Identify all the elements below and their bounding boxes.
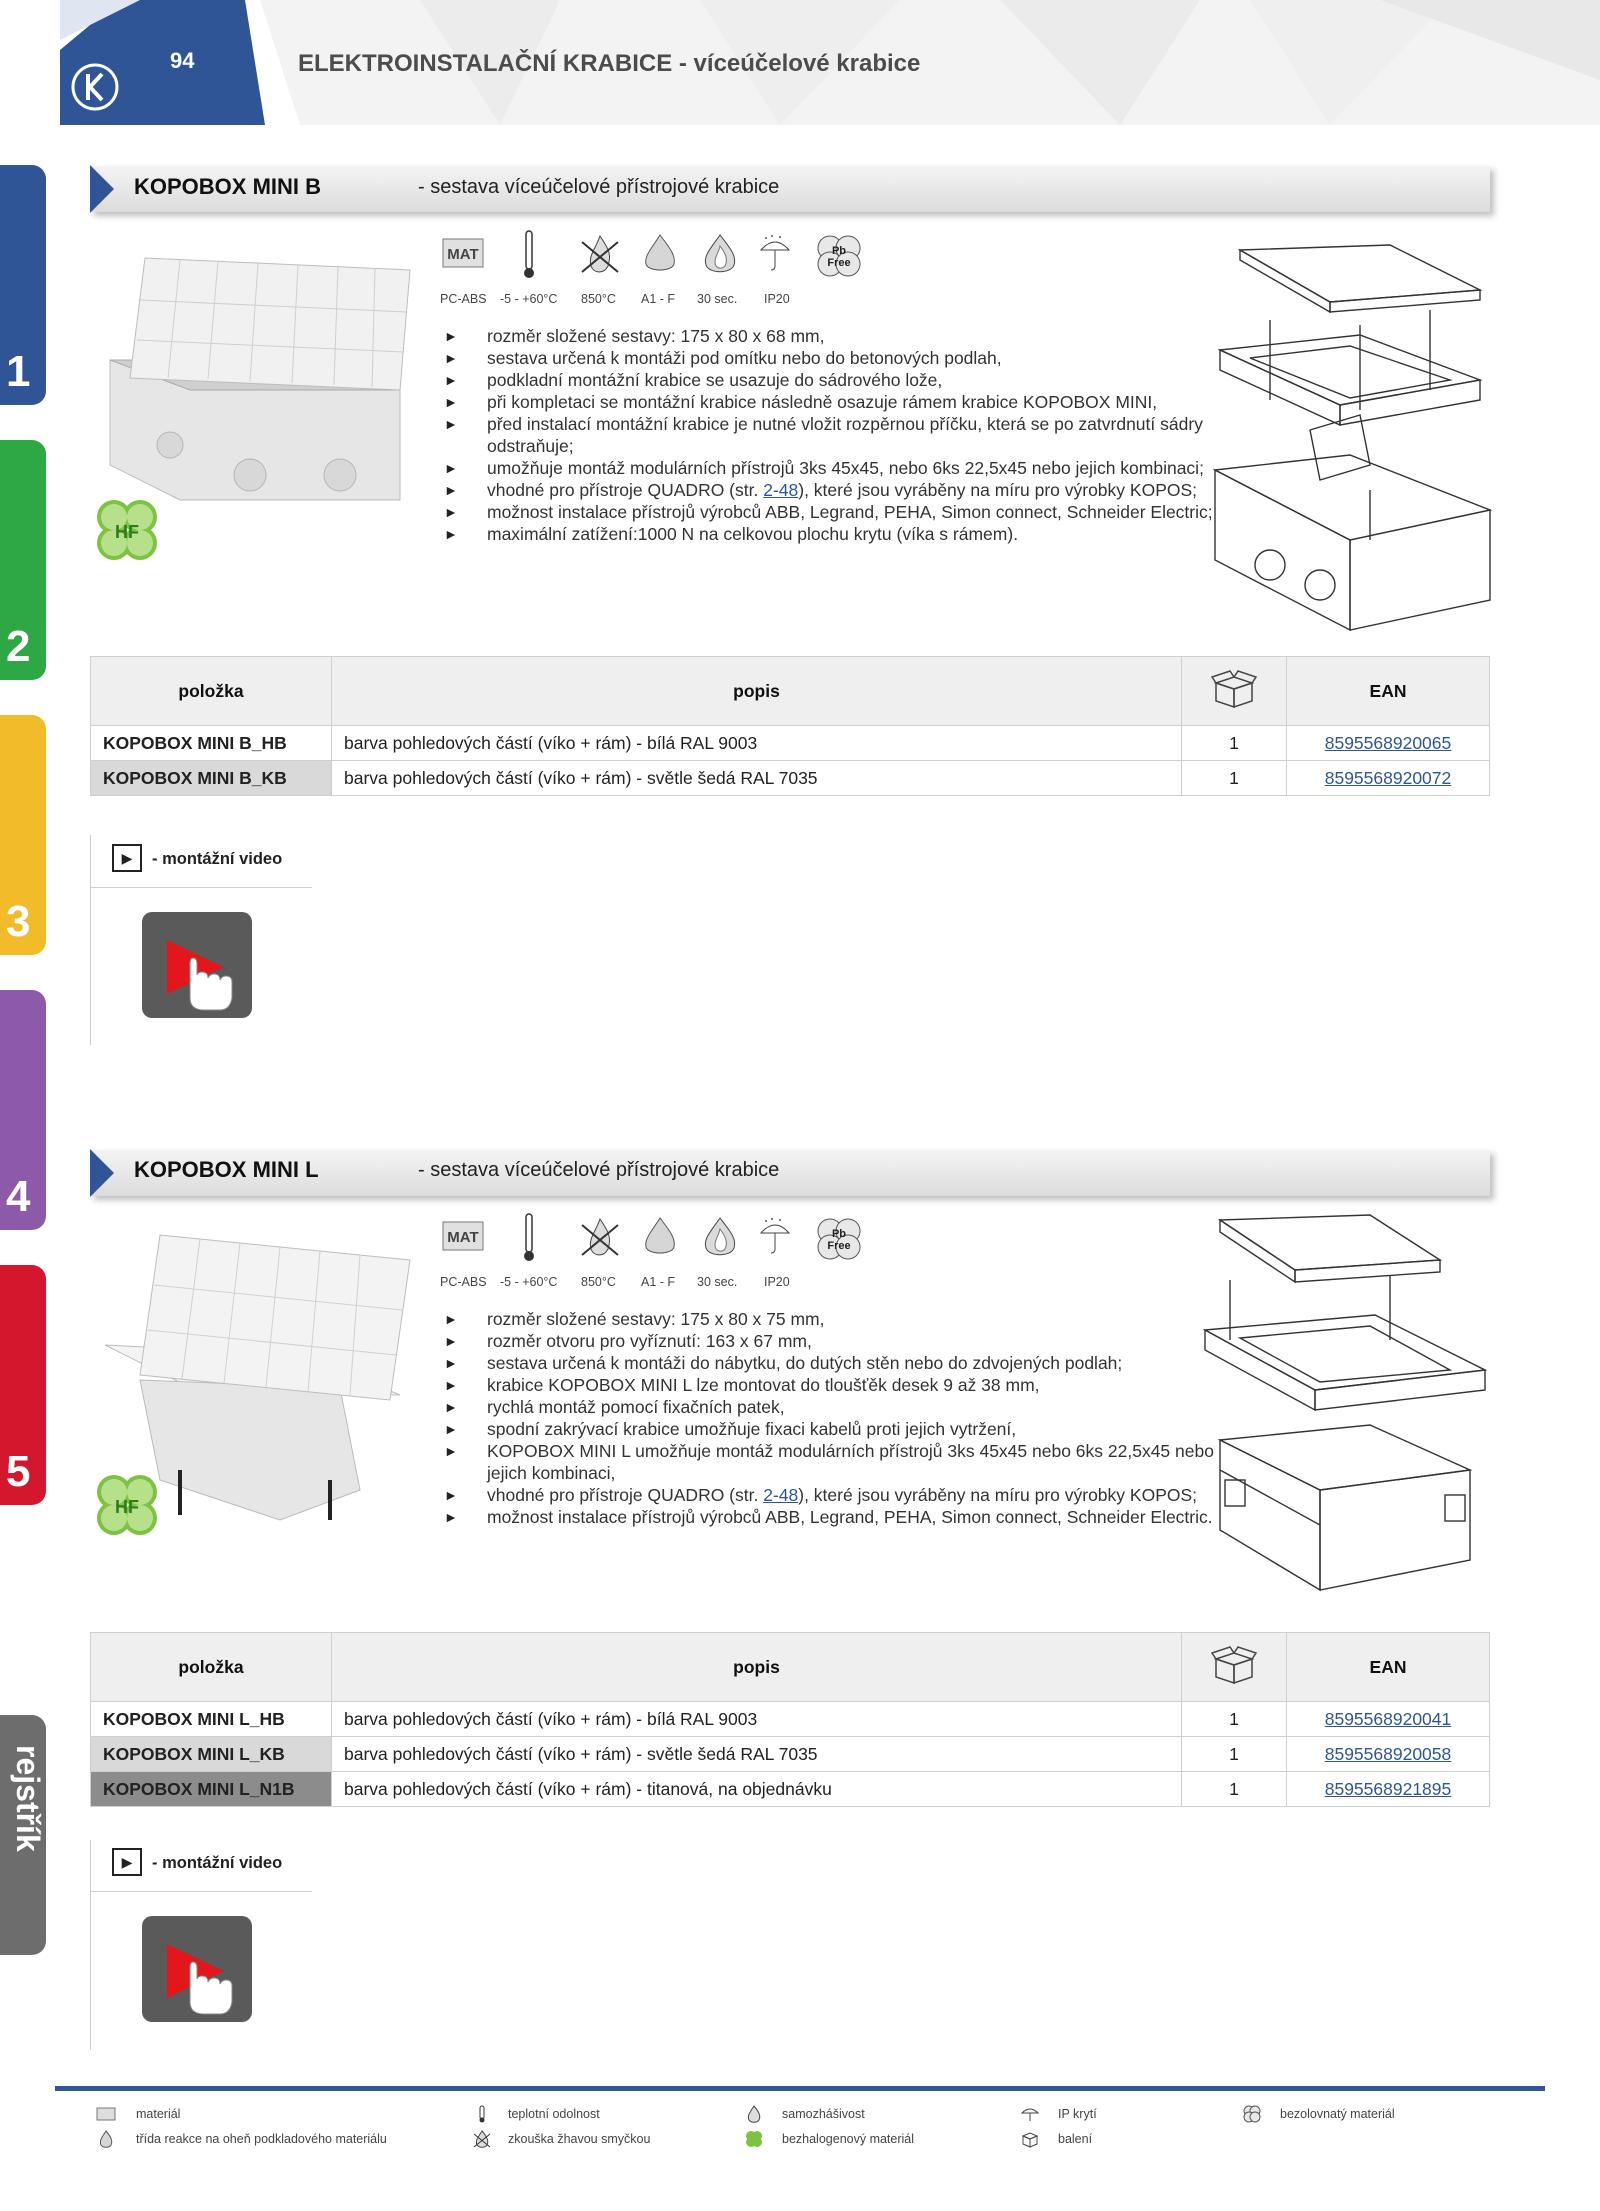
kopos-logo	[70, 62, 120, 112]
play-video-icon[interactable]: ▶	[112, 1848, 142, 1876]
feature-item: ► možnost instalace přístrojů výrobců ABB, Legrand, PEHA, Simon connect, Schneider Electric.	[444, 1506, 1234, 1528]
feature-item: ► maximální zatížení:1000 N na celkovou plochu krytu (víka s rámem).	[444, 523, 1234, 545]
col-header-description: popis	[332, 657, 1182, 726]
package-qty: 1	[1182, 726, 1287, 761]
icon-label-self-extinguish: 30 sec.	[697, 292, 738, 306]
hf-badge-text: HF	[115, 1497, 139, 1517]
side-tab-label: rejstřík	[10, 1745, 46, 1852]
side-tab-5[interactable]	[0, 1265, 46, 1505]
col-header-package	[1182, 657, 1287, 726]
play-video-icon[interactable]: ▶	[112, 844, 142, 872]
icon-label-glow-wire: 850°C	[581, 1275, 616, 1289]
quadro-prefix: vhodné pro přístroje QUADRO (str.	[487, 480, 764, 500]
package-qty: 1	[1182, 1737, 1287, 1772]
icon-label-material: PC-ABS	[440, 1275, 487, 1289]
legend-label: třída reakce na oheň podkladového materiálu	[136, 2132, 387, 2146]
product-code: KOPOBOX MINI L_HB	[91, 1702, 332, 1737]
col-header-description: popis	[332, 1633, 1182, 1702]
ip-umbrella-icon	[1020, 2105, 1040, 2123]
glow-wire-icon	[578, 1215, 622, 1259]
section-title: KOPOBOX MINI L	[134, 1157, 319, 1182]
video-divider	[90, 1891, 312, 1892]
product-photo-mini-b	[100, 250, 430, 520]
mat-icon	[96, 2105, 116, 2123]
section-arrow-icon	[90, 165, 114, 213]
ean-link[interactable]: 8595568920058	[1287, 1737, 1490, 1772]
ean-link[interactable]: 8595568921895	[1287, 1772, 1490, 1807]
icon-label-temperature: -5 - +60°C	[500, 292, 558, 306]
section-subtitle: - sestava víceúčelové přístrojové krabice	[418, 176, 780, 198]
table-header-row	[91, 657, 1490, 726]
pb-badge-text: Pb	[831, 1228, 847, 1240]
product-table-mini-b	[90, 656, 1490, 796]
side-tab-label: 3	[6, 897, 31, 946]
hf-icon	[90, 497, 164, 565]
feature-item: ► sestava určená k montáži do nábytku, do dutých stěn nebo do zdvojených podlah;	[444, 1352, 1234, 1374]
section-arrow-icon	[90, 1149, 114, 1197]
thermometer-icon	[522, 230, 536, 280]
video-divider	[90, 887, 312, 888]
feature-item-quadro	[444, 479, 1234, 501]
feature-list	[444, 325, 1234, 545]
property-icon-labels	[440, 1275, 870, 1295]
table-row	[91, 1772, 1490, 1807]
feature-item: ► možnost instalace přístrojů výrobců ABB, Legrand, PEHA, Simon connect, Schneider Electric;	[444, 501, 1234, 523]
side-tab-2[interactable]	[0, 440, 46, 680]
play-hand-icon	[142, 912, 252, 1018]
mat-badge-text: MAT	[447, 1229, 479, 1246]
ip-umbrella-icon	[758, 234, 792, 274]
drop-icon	[96, 2130, 116, 2148]
feature-list	[444, 1308, 1234, 1528]
section-subtitle: - sestava víceúčelové přístrojové krabice	[418, 1159, 780, 1181]
thermometer-icon	[522, 1213, 536, 1263]
table-header-row	[91, 1633, 1490, 1702]
table-row	[91, 1737, 1490, 1772]
video-divider	[90, 1840, 91, 2050]
icon-label-fire-class: A1 - F	[641, 1275, 676, 1289]
hf-icon	[90, 1472, 164, 1540]
package-icon	[1210, 669, 1258, 709]
col-header-package	[1182, 1633, 1287, 1702]
side-tab-label: 1	[6, 347, 31, 396]
legend-label: materiál	[136, 2107, 181, 2121]
video-thumbnail[interactable]	[142, 1916, 252, 2022]
video-label: - montážní video	[152, 850, 283, 868]
page-title-sub: - víceúčelové krabice	[672, 50, 921, 77]
ean-link[interactable]: 8595568920065	[1287, 726, 1490, 761]
ean-link[interactable]: 8595568920072	[1287, 761, 1490, 796]
feature-item: ► rozměr složené sestavy: 175 x 80 x 75 mm,	[444, 1308, 1234, 1330]
technical-drawing-mini-l	[1200, 1210, 1500, 1600]
side-tab-index[interactable]	[0, 1715, 46, 1955]
flame-icon	[699, 232, 741, 276]
quadro-page-link[interactable]: 2-48	[763, 1485, 799, 1505]
thermometer-icon	[472, 2105, 492, 2123]
page-number: 94	[170, 48, 195, 73]
feature-item: ► podkladní montážní krabice se usazuje do sádrového lože,	[444, 369, 1234, 391]
flame-icon	[744, 2105, 764, 2123]
legend-label: balení	[1058, 2132, 1093, 2146]
package-qty: 1	[1182, 761, 1287, 796]
page-title	[298, 50, 920, 78]
col-header-item: položka	[91, 657, 332, 726]
package-icon	[1210, 1645, 1258, 1685]
feature-item: ► před instalací montážní krabice je nutné vložit rozpěrnou příčku, která se po zatvrdnutí sádry odstraňuje;	[444, 413, 1234, 457]
feature-item: ► při kompletaci se montážní krabice následně osazuje rámem krabice KOPOBOX MINI,	[444, 391, 1234, 413]
legend-label: zkouška žhavou smyčkou	[508, 2132, 651, 2146]
side-tab-label: 2	[6, 622, 31, 671]
product-description: barva pohledových částí (víko + rám) - titanová, na objednávku	[332, 1772, 1182, 1807]
technical-drawing-mini-b	[1210, 240, 1500, 640]
col-header-item: položka	[91, 1633, 332, 1702]
pb-free-icon	[814, 232, 864, 280]
side-tab-label: 4	[6, 1172, 31, 1221]
quadro-prefix: vhodné pro přístroje QUADRO (str.	[487, 1485, 764, 1505]
feature-item: ► KOPOBOX MINI L umožňuje montáž modulárních přístrojů 3ks 45x45 nebo 6ks 22,5x45 nebo jejich kombinaci,	[444, 1440, 1234, 1484]
quadro-suffix: ), které jsou vyráběny na míru pro výrobky KOPOS;	[798, 1485, 1198, 1505]
mat-icon	[442, 238, 484, 268]
feature-item: ► rozměr otvoru pro vyříznutí: 163 x 67 mm,	[444, 1330, 1234, 1352]
drop-icon	[640, 232, 680, 276]
feature-item-quadro	[444, 1484, 1234, 1506]
side-tab-4[interactable]	[0, 990, 46, 1230]
icon-label-ip: IP20	[764, 292, 790, 306]
page-title-main: ELEKTROINSTALAČNÍ KRABICE	[298, 50, 673, 77]
free-badge-text: Free	[827, 257, 851, 269]
product-code: KOPOBOX MINI L_N1B	[91, 1772, 332, 1807]
free-badge-text: Free	[827, 1240, 851, 1252]
package-qty: 1	[1182, 1702, 1287, 1737]
product-description: barva pohledových částí (víko + rám) - světle šedá RAL 7035	[332, 1737, 1182, 1772]
feature-item: ► umožňuje montáž modulárních přístrojů 3ks 45x45, nebo 6ks 22,5x45 nebo jejich kombinaci;	[444, 457, 1234, 479]
col-header-ean: EAN	[1287, 657, 1490, 726]
ean-link[interactable]: 8595568920041	[1287, 1702, 1490, 1737]
pb-free-icon	[1242, 2105, 1262, 2123]
table-row	[91, 726, 1490, 761]
ip-umbrella-icon	[758, 1217, 792, 1257]
feature-item: ► rychlá montáž pomocí fixačních patek,	[444, 1396, 1234, 1418]
package-qty: 1	[1182, 1772, 1287, 1807]
icon-legend	[96, 2105, 1546, 2165]
col-header-ean: EAN	[1287, 1633, 1490, 1702]
footer-divider	[55, 2086, 1545, 2091]
side-tab-1[interactable]	[0, 165, 46, 405]
product-description: barva pohledových částí (víko + rám) - bílá RAL 9003	[332, 1702, 1182, 1737]
icon-label-fire-class: A1 - F	[641, 292, 676, 306]
legend-label: teplotní odolnost	[508, 2107, 600, 2121]
side-tab-label: 5	[6, 1447, 31, 1496]
flame-icon	[699, 1215, 741, 1259]
icon-label-temperature: -5 - +60°C	[500, 1275, 558, 1289]
table-row	[91, 761, 1490, 796]
feature-item: ► rozměr složené sestavy: 175 x 80 x 68 mm,	[444, 325, 1234, 347]
icon-label-self-extinguish: 30 sec.	[697, 1275, 738, 1289]
package-icon	[1020, 2130, 1040, 2148]
glow-wire-icon	[472, 2130, 492, 2148]
glow-wire-icon	[578, 232, 622, 276]
mat-icon	[442, 1221, 484, 1251]
property-icons	[440, 1213, 870, 1273]
play-hand-icon	[142, 1916, 252, 2022]
table-row	[91, 1702, 1490, 1737]
hf-badge-text: HF	[115, 522, 139, 542]
feature-item: ► krabice KOPOBOX MINI L lze montovat do tloušťěk desek 9 až 38 mm,	[444, 1374, 1234, 1396]
icon-label-ip: IP20	[764, 1275, 790, 1289]
legend-label: IP krytí	[1058, 2107, 1097, 2121]
hf-icon	[744, 2130, 764, 2148]
video-divider	[90, 835, 91, 1045]
section-title: KOPOBOX MINI B	[134, 174, 322, 199]
quadro-page-link[interactable]: 2-48	[763, 480, 799, 500]
legend-label: bezhalogenový materiál	[782, 2132, 915, 2146]
product-table-mini-l	[90, 1632, 1490, 1807]
product-code: KOPOBOX MINI L_KB	[91, 1737, 332, 1772]
property-icons	[440, 230, 870, 290]
icon-label-glow-wire: 850°C	[581, 292, 616, 306]
pb-badge-text: Pb	[831, 245, 847, 257]
pb-free-icon	[814, 1215, 864, 1263]
quadro-suffix: ), které jsou vyráběny na míru pro výrobky KOPOS;	[798, 480, 1198, 500]
mat-badge-text: MAT	[447, 246, 479, 263]
property-icon-labels	[440, 292, 870, 312]
video-label: - montážní video	[152, 1854, 283, 1872]
video-thumbnail[interactable]	[142, 912, 252, 1018]
icon-label-material: PC-ABS	[440, 292, 487, 306]
feature-item: ► spodní zakrývací krabice umožňuje fixaci kabelů proti jejich vytržení,	[444, 1418, 1234, 1440]
legend-label: samozhášivost	[782, 2107, 865, 2121]
product-code: KOPOBOX MINI B_KB	[91, 761, 332, 796]
drop-icon	[640, 1215, 680, 1259]
product-description: barva pohledových částí (víko + rám) - bílá RAL 9003	[332, 726, 1182, 761]
side-tab-3[interactable]	[0, 715, 46, 955]
feature-item: ► sestava určená k montáži pod omítku nebo do betonových podlah,	[444, 347, 1234, 369]
legend-label: bezolovnatý materiál	[1280, 2107, 1395, 2121]
product-description: barva pohledových částí (víko + rám) - světle šedá RAL 7035	[332, 761, 1182, 796]
product-code: KOPOBOX MINI B_HB	[91, 726, 332, 761]
